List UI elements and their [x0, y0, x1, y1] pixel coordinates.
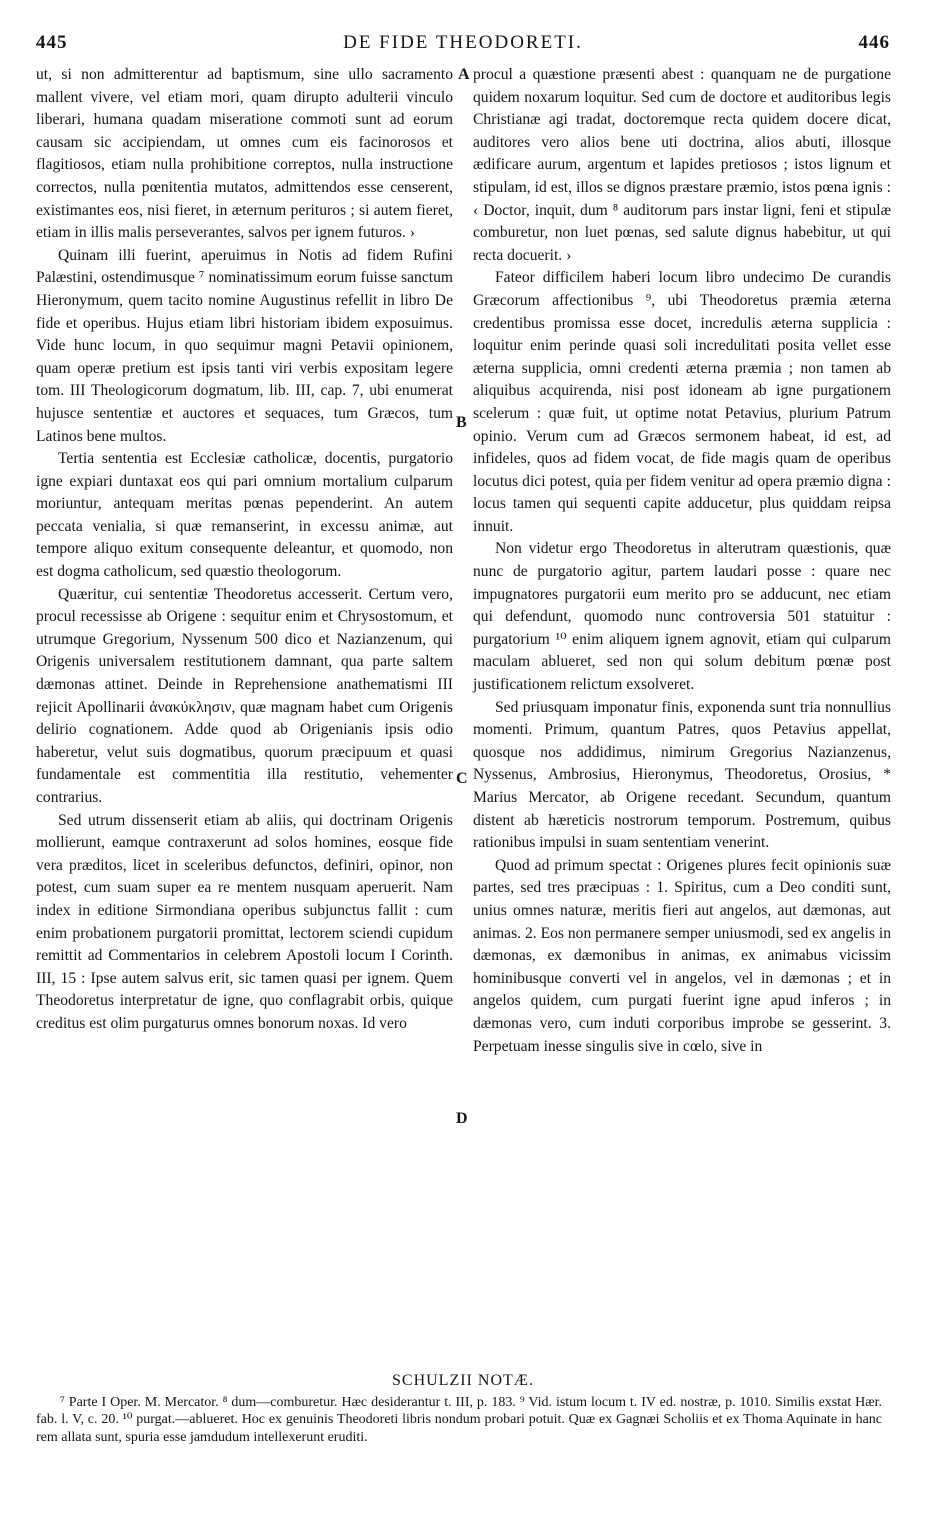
- margin-letter-c: C: [456, 770, 468, 787]
- paragraph: Sed utrum dissenserit etiam ab aliis, qui doctrinam Origenis mollierunt, eamque contraxerunt ad solos homines, eosque fide vera præditos, licet in sceleribus defunctos, definiri, opinor, non potest, cum suam super ea re mentem nusquam aperuerit. Nam index in editione Sirmondiana operibus subjunctus fallit : cum enim probationem purgatorii promittat, lectorem sciendi cupidum remittit ad Commentarios in celebrem Apostoli locum I Corinth. III, 15 : Ipse autem salvus erit, sic tamen quasi per ignem. Quem Theodoretus interpretatur de igne, quo conflagrabit orbis, quique creditus est olim purgaturus omnes bonorum noxas. Id vero: [36, 811, 453, 1032]
- left-column: [36, 64, 453, 1036]
- margin-letter-d: D: [456, 1110, 468, 1127]
- paragraph: Sed priusquam imponatur finis, exponenda sunt tria nonnullius momenti. Primum, quantum Patres, quos Petavius appellat, quosque nos addidimus, nimirum Gregorius Nazianzenus, Nyssenus, Ambrosius, Hieronymus, Theodoretus, Orosius, * Marius Mercator, ab Origene recedant. Secundum, quantum distent ab hæreticis nostrorum temporum. Postremum, quibus rationibus impulsi in suam sententiam venerint.: [473, 698, 891, 852]
- footnote-text: ⁷ Parte I Oper. M. Mercator. ⁸ dum—comburetur. Hæc desiderantur t. III, p. 183. ⁹ Vid. istum locum t. IV ed. nostræ, p. 1010. Similis exstat Hær. fab. l. V, c. 20. ¹⁰ purgat.—ablueret. Hoc ex genuinis Theodoreti libris nondum probari potuit. Quæ ex Gagnæi Scholiis et ex Thoma Aquinate in hanc rem allata sunt, spuria esse jamdudum intellexerunt eruditi.: [36, 1395, 882, 1445]
- running-title: DE FIDE THEODORETI.: [343, 32, 583, 53]
- page-number-left: 445: [36, 32, 68, 53]
- paragraph: Non videtur ergo Theodoretus in alterutram quæstionis, quæ nunc de purgatorio agitur, partem laudari posse : quare nec impugnatores purgatorii eum merito pro se adducunt, nec etiam qui defendunt, quomodo nunc controversia 501 statuitur : purgatorium ¹⁰ enim aliquem ignem agnovit, etiam qui culparum maculam ablueret, sed non qui solum debitum pœnæ post justificationem relictum exsolveret.: [473, 540, 891, 694]
- paragraph: Tertia sententia est Ecclesiæ catholicæ, docentis, purgatorio igne expiari duntaxat eos qui pari omnium mortalium culparum moriuntur, antequam meritas pœnas pependerint. An autem peccata venialia, si quæ remanserint, in excessu animæ, aut tempore aliquo exitum consequente deleantur, et quomodo, non est dogma catholicum, sed quæstio theologorum.: [36, 450, 453, 581]
- right-column: [473, 64, 891, 1058]
- page-number-right: 446: [858, 32, 890, 53]
- paragraph: Fateor difficilem haberi locum libro undecimo De curandis Græcorum affectionibus ⁹, ubi Theodoretus præmia æterna credentibus promissa esse docet, incredulis æterna supplicia : loquitur enim perinde quasi soli incredulitati posita vellet esse æterna supplicia, omni credenti æterna præmia ; non tamen ab aliquibus acquirenda, nisi post idoneam ab igne purgationem scelerum : quæ fuit, ut optime notat Petavius, plurium Patrum opinio. Verum cum ad Græcos sermonem habeat, id est, ad infideles, quos ad fidem vocat, de fide magis quam de operibus locutus dici potest, quia per fidem venitur ad opera præmio digna : locus tamen qui sequenti capite adducetur, plus quiddam reipsa innuit.: [473, 269, 891, 535]
- margin-letter-a: A: [458, 66, 470, 83]
- paragraph: Quod ad primum spectat : Origenes plures fecit opinionis suæ partes, sed tres præcipuas : 1. Spiritus, cum a Deo conditi sunt, unius omnes naturæ, meritis fieri aut angelos, aut dæmonas, aut animas. 2. Eos non permanere semper uniusmodi, sed ex angelis in dæmonas, ex dæmonibus in animas, ex animabus vicissim hominibusque converti vel in angelos, vel in dæmonas ; et in angelos quidem, cum purgati fuerint igne apud inferos ; in dæmonas vero, cum induti corporibus improbe se gesserint. 3. Perpetuam inesse singulis sive in cœlo, sive in: [473, 856, 891, 1055]
- page-header: [36, 32, 890, 62]
- paragraph: Quinam illi fuerint, aperuimus in Notis ad fidem Rufini Palæstini, ostendimusque ⁷ nominatissimum eorum fuisse sanctum Hieronymum, quem tacito nomine Augustinus refellit in libro De fide et operibus. Hujus etiam libri historiam ibidem exposuimus. Vide hunc locum, in quo sequimur magni Petavii opinionem, quam operæ pretium est ipsis tanti viri verbis expositam legere tom. III Theologicorum dogmatum, lib. III, cap. 7, ubi enumerat hujusce sententiæ et auctores et sequaces, tum Græcos, tum Latinos bene multos.: [36, 246, 453, 445]
- paragraph: Quæritur, cui sententiæ Theodoretus accesserit. Certum vero, procul recessisse ab Origene : sequitur enim et Chrysostomum, et utrumque Gregorium, Nyssenum 500 dico et Nazianzenum, qui Origenis universalem restitutionem damnant, qua parte saltem dæmonas attinet. Deinde in Reprehensione anathematismi III rejicit Apollinarii ἀνακύκλησιν, quæ magnam habet cum Origenis delirio cognationem. Adde quod ab Origenianis ipsis odio haberetur, velut suis dogmatibus, quorum præcipuum et quasi fundamentale est commentitia illa restitutio, vehementer contrarius.: [36, 585, 453, 806]
- margin-letter-b: B: [456, 414, 467, 431]
- footnotes: [36, 1394, 882, 1446]
- notes-heading: SCHULZII NOTÆ.: [392, 1372, 534, 1389]
- paragraph: procul a quæstione præsenti abest : quanquam ne de purgatione quidem noxarum loquitur. Sed cum de doctore et auditoribus legis Christianæ agi tradat, doctoremque recta quidem docere dicat, auditores vero alios bene uti doctrina, alios abuti, illosque ædificare aurum, argentum et lapides pretiosos ; istos lignum et stipulam, id est, illos se dignos præstare præmio, istos pœna ignis : ‹ Doctor, inquit, dum ⁸ auditorum pars instar ligni, feni et stipulæ comburetur, non luet pœnas, sed salute dignus habebitur, ut qui recta docuerit. ›: [473, 66, 891, 264]
- paragraph: ut, si non admitterentur ad baptismum, sine ullo sacramento mallent vivere, vel etiam mori, quam dirupto adulterii vinculo liberari, humana quadam miseratione commoti sunt ad eorum causam sic accipiendam, ut omnes cum eis facinorosos et flagitiosos, etiam nulla prohibitione correptos, nulla instructione correctos, nulla pœnitentia mutatos, admittendos esse censerent, existimantes eos, nisi fieret, in æternum perituros ; si autem fieret, etiam in illis malis perseverantes, salvos per ignem futuros. ›: [36, 66, 453, 242]
